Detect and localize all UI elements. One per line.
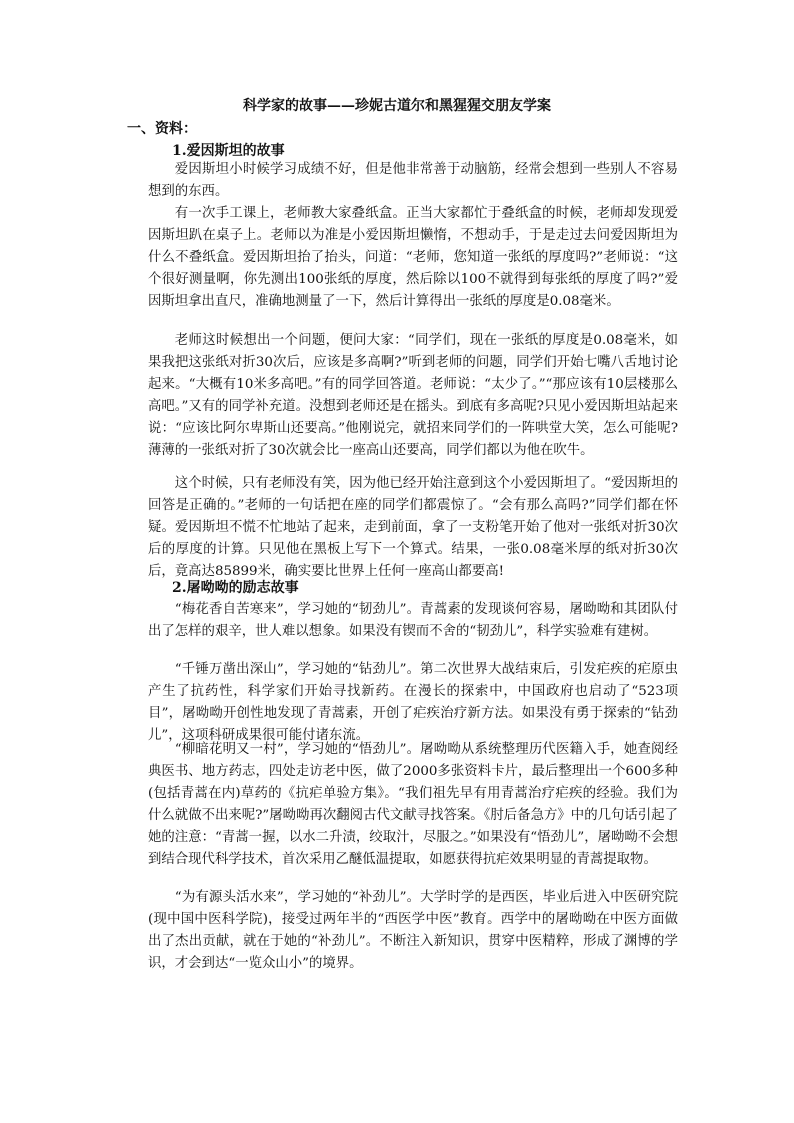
paragraph: 爱因斯坦小时候学习成绩不好，但是他非常善于动脑筋，经常会想到一些别人不容易想到的东西。: [148, 162, 678, 199]
page-title: 科学家的故事——珍妮古道尔和黑猩猩交朋友学案: [243, 98, 551, 114]
paragraph: 有一次手工课上，老师教大家叠纸盒。正当大家都忙于叠纸盒的时候，老师却发现爱因斯坦趴在桌子上。老师以为准是小爱因斯坦懒惰，不想动手，于是走过去问爱因斯坦为什么不叠纸盒。爱因斯坦抬了抬头，问道：“老师，您知道一张纸的厚度吗?”老师说：“这个很好测量啊，你先测出100张纸的厚度，然后除以100不就得到每张纸的厚度了吗?”爱因斯坦拿出直尺，准确地测量了一下，然后计算得出一张纸的厚度是0.08毫米。: [148, 206, 678, 309]
paragraph: 这个时候，只有老师没有笑，因为他已经开始注意到这个小爱因斯坦了。“爱因斯坦的回答是正确的。”老师的一句话把在座的同学们都震惊了。“会有那么高吗?”同学们都在怀疑。爱因斯坦不慌不忙地站了起来，走到前面，拿了一支粉笔开始了他对一张纸对折30次后的厚度的计算。只见他在黑板上写下一个算式。结果，一张0.08毫米厚的纸对折30次后，竟高达85899米，确实要比世界上任何一座高山都要高!: [148, 476, 678, 579]
paragraph: 老师这时候想出一个问题，便问大家：“同学们，现在一张纸的厚度是0.08毫米，如果我把这张纸对折30次后，应该是多高啊?”听到老师的问题，同学们开始七嘴八舌地讨论起来。“大概有10米多高吧。”有的同学回答道。老师说：“太少了。”“那应该有10层楼那么高吧。”又有的同学补充道。没想到老师还是在摇头。到底有多高呢?只见小爱因斯坦站起来说：“应该比阿尔卑斯山还要高。”他刚说完，就招来同学们的一阵哄堂大笑，怎么可能呢?薄薄的一张纸对折了30次就会比一座高山还要高，同学们都以为他在吹牛。: [148, 333, 678, 458]
paragraph: “梅花香自苦寒来”，学习她的“韧劲儿”。青蒿素的发现谈何容易，屠呦呦和其团队付出了怎样的艰辛，世人难以想象。如果没有锲而不舍的“韧劲儿”，科学实验难有建树。: [148, 602, 678, 639]
paragraph: “千锤万凿出深山”，学习她的“钻劲儿”。第二次世界大战结束后，引发疟疾的疟原虫产生了抗药性，科学家们开始寻找新药。在漫长的探索中，中国政府也启动了“523项目”，屠呦呦开创性地发现了青蒿素，开创了疟疾治疗新方法。如果没有勇于探索的“钻劲儿”，这项科研成果很可能付诸东流。: [148, 662, 678, 743]
story-heading-tuyouyou: 2.屠呦呦的励志故事: [172, 580, 299, 596]
story-heading-einstein: 1.爱因斯坦的故事: [172, 143, 285, 159]
section-heading: 一、资料：: [127, 121, 197, 137]
paragraph: “为有源头活水来”，学习她的“补劲儿”。大学时学的是西医，毕业后进入中医研究院(现中国中医科学院)，接受过两年半的“西医学中医”教育。西学中的屠呦呦在中医方面做出了杰出贡献，就在于她的“补劲儿”。不断注入新知识，贯穿中医精粹，形成了渊博的学识，才会到达“一览众山小”的境界。: [148, 890, 678, 971]
paragraph: “柳暗花明又一村”，学习她的“悟劲儿”。屠呦呦从系统整理历代医籍入手，她查阅经典医书、地方药志，四处走访老中医，做了2000多张资料卡片，最后整理出一个600多种(包括青蒿在内)草药的《抗疟单验方集》。“我们祖先早有用青蒿治疗疟疾的经验。我们为什么就做不出来呢?”屠呦呦再次翻阅古代文献寻找答案。《肘后备急方》中的几句话引起了她的注意：“青蒿一握，以水二升渍，绞取汁，尽服之。”如果没有“悟劲儿”，屠呦呦不会想到结合现代科学技术，首次采用乙醚低温提取，如愿获得抗疟效果明显的青蒿提取物。: [148, 742, 678, 867]
